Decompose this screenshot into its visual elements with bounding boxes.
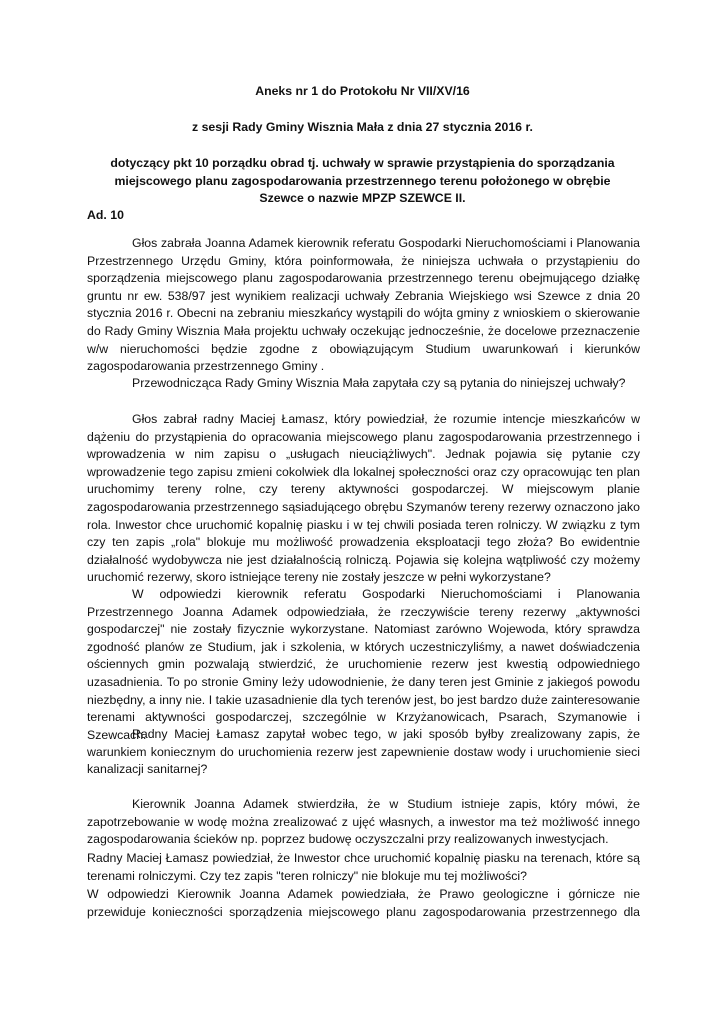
section-label: Ad. 10: [87, 208, 124, 222]
paragraph: Kierownik Joanna Adamek stwierdziła, że w Studium istnieje zapis, który mówi, że zapotrzebowanie w wodę można zrealizować z ujęć własnych, a inwestor ma też możliwość innego zagospodarowania ścieków np. poprzez budowę oczyszczalni przy realizowanych inwestycjach.: [87, 797, 640, 847]
subject-heading: dotyczący pkt 10 porządku obrad tj. uchwały w sprawie przystąpienia do sporządzania miejscowego planu zagospodarowania przestrzennego terenu położonego w obrębie Szewce o nazwie MPZP SZEWCE II.: [110, 156, 615, 206]
paragraph: Przewodnicząca Rady Gminy Wisznia Mała zapytała czy są pytania do niniejszej uchwały?: [132, 376, 626, 390]
session-line: z sesji Rady Gminy Wisznia Mała z dnia 27 stycznia 2016 r.: [192, 120, 533, 134]
paragraph: Głos zabrała Joanna Adamek kierownik referatu Gospodarki Nieruchomościami i Planowania Przestrzennego Urzędu Gminy, która poinformowała, że niniejsza uchwała o przystąpieniu do sporządzenia miejscowego planu zagospodarowania przestrzennego terenu obejmującego działkę gruntu nr ew. 538/97 jest wynikiem realizacji uchwały Zebrania Wiejskiego wsi Szewce z dnia 20 stycznia 2016 r. Obecni na zebraniu mieszkańcy wystąpili do wójta gminy z wnioskiem o skierowanie do Rady Gminy Wisznia Mała projektu uchwały oczekując jednocześnie, że docelowe przeznaczenie w/w nieruchomości będzie zgodne z obowiązującym Studium uwarunkowań i kierunków zagospodarowania przestrzennego Gminy .: [87, 236, 640, 374]
paragraph: W odpowiedzi kierownik referatu Gospodarki Nieruchomościami i Planowania Przestrzennego Joanna Adamek odpowiedziała, że rzeczywiście tereny rezerwy „aktywności gospodarczej" nie zostały fizycznie wykorzystane. Natomiast zarówno Wojewoda, który sprawdza zgodność planów ze Studium, jak i szkolenia, w których uczestniczyliśmy, a nawet doświadczenia ościennych gmin pozwalają stwierdzić, że uruchomienie rezerw jest kwestią odpowiedniego uzasadnienia. To po stronie Gminy leży udowodnienie, że dany teren jest Gminie z jakiegoś powodu niezbędny, a inny nie. I takie uzasadnienie dla tych terenów jest, bo jest bardzo duże zainteresowanie terenami aktywności gospodarczej, szczególnie w Krzyżanowicach, Psarach, Szymanowie i Szewcach.: [87, 587, 640, 742]
paragraph: W odpowiedzi Kierownik Joanna Adamek powiedziała, że Prawo geologiczne i górnicze nie przewiduje konieczności sporządzenia miejscowego planu zagospodarowania przestrzennego dla: [87, 887, 640, 919]
paragraph: Radny Maciej Łamasz zapytał wobec tego, w jaki sposób byłby zrealizowany zapis, że warunkiem koniecznym do uruchomienia rezerw jest zapewnienie dostaw wody i uruchomienie sieci kanalizacji sanitarnej?: [87, 727, 640, 777]
paragraph: Głos zabrał radny Maciej Łamasz, który powiedział, że rozumie intencje mieszkańców w dążeniu do przystąpienia do opracowania miejscowego planu zagospodarowania przestrzennego i wprowadzenia w nim zapisu o „usługach nieuciążliwych". Jednak pojawia się pytanie czy wprowadzenie tego zapisu zmieni cokolwiek dla lokalnej społeczności oraz czy opracowując ten plan uruchomimy tereny rolne, czy tereny aktywności gospodarczej. W miejscowym planie zagospodarowania przestrzennego sąsiadującego obrębu Szymanów tereny rezerwy oznaczono jako rola. Inwestor chce uruchomić kopalnię piasku i w tej chwili posiada teren rolniczy. W związku z tym czy ten zapis „rola" blokuje mu możliwość prowadzenia eksploatacji tego złoża? Bo ewidentnie działalność wydobywcza nie jest działalnością rolniczą. Pojawia się kolejna wątpliwość czy możemy uruchomić rezerwy, skoro istniejące tereny nie zostały jeszcze w pełni wykorzystane?: [87, 412, 640, 585]
document-title: Aneks nr 1 do Protokołu Nr VII/XV/16: [255, 84, 470, 98]
paragraph: Radny Maciej Łamasz powiedział, że Inwestor chce uruchomić kopalnię piasku na terenach, które są terenami rolniczymi. Czy tez zapis "teren rolniczy" nie blokuje mu tej możliwości?: [87, 851, 640, 883]
